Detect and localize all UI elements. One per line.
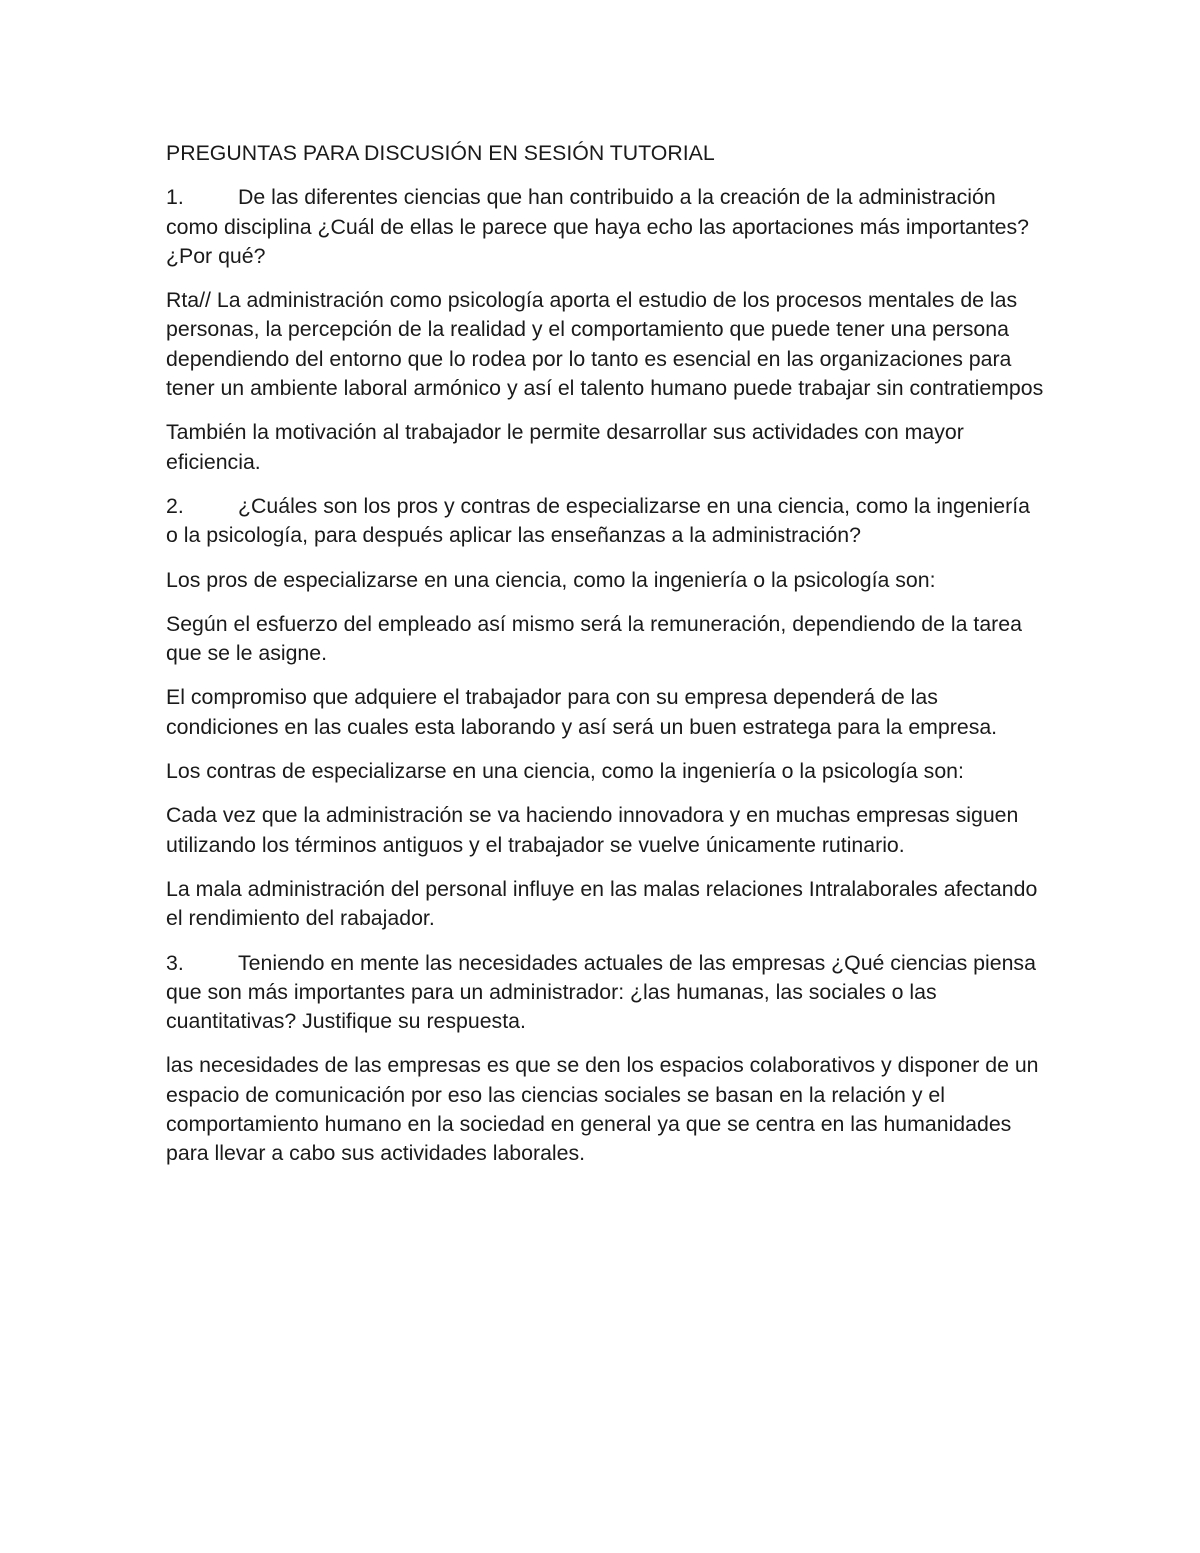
question-2 — [166, 492, 1046, 551]
question-3-text: Teniendo en mente las necesidades actuales de las empresas ¿Qué ciencias piensa que son más importantes para un administrador: ¿las humanas, las sociales o las cuantitativas? Justifique su respuesta. — [166, 950, 1036, 1034]
question-1-number: 1. — [166, 185, 184, 210]
question-3 — [166, 949, 1046, 1037]
answer-1-paragraph-1: Rta// La administración como psicología aporta el estudio de los procesos mentales de las personas, la percepción de la realidad y el comportamiento que puede tener una persona dependiendo del entorno que lo rodea por lo tanto es esencial en las organizaciones para tener un ambiente laboral armónico y así el talento humano puede trabajar sin contratiempos — [166, 288, 1044, 401]
answer-2-paragraph-6: La mala administración del personal influye en las malas relaciones Intralaborales afectando el rendimiento del rabajador. — [166, 876, 1038, 931]
answer-1-paragraph-2: También la motivación al trabajador le permite desarrollar sus actividades con mayor eficiencia. — [166, 420, 964, 474]
question-2-text: ¿Cuáles son los pros y contras de especializarse en una ciencia, como la ingeniería o la psicología, para después aplicar las enseñanzas a la administración? — [166, 493, 1030, 548]
question-1-text: De las diferentes ciencias que han contribuido a la creación de la administración como disciplina ¿Cuál de ellas le parece que haya echo las aportaciones más importantes? ¿Por qué? — [166, 185, 1030, 268]
answer-2-paragraph-1: Los pros de especializarse en una ciencia, como la ingeniería o la psicología son: — [166, 567, 936, 592]
question-1 — [166, 183, 1046, 271]
document-title: PREGUNTAS PARA DISCUSIÓN EN SESIÓN TUTORIAL — [166, 141, 715, 165]
answer-2-paragraph-5: Cada vez que la administración se va haciendo innovadora y en muchas empresas siguen utilizando los términos antiguos y el trabajador se vuelve únicamente rutinario. — [166, 803, 1019, 857]
answer-2-paragraph-2: Según el esfuerzo del empleado así mismo será la remuneración, dependiendo de la tarea que se le asigne. — [166, 611, 1022, 666]
answer-2-paragraph-4: Los contras de especializarse en una ciencia, como la ingeniería o la psicología son: — [166, 759, 964, 784]
question-2-number: 2. — [166, 493, 184, 518]
document-body — [166, 139, 1046, 1184]
question-3-number: 3. — [166, 950, 184, 975]
answer-3-paragraph-1: las necesidades de las empresas es que se den los espacios colaborativos y disponer de un espacio de comunicación por eso las ciencias sociales se basan en la relación y el comportamiento humano en la sociedad en general ya que se centra en las humanidades para llevar a cabo sus actividades laborales. — [166, 1053, 1039, 1166]
answer-2-paragraph-3: El compromiso que adquiere el trabajador para con su empresa dependerá de las condiciones en las cuales esta laborando y así será un buen estratega para la empresa. — [166, 685, 998, 739]
